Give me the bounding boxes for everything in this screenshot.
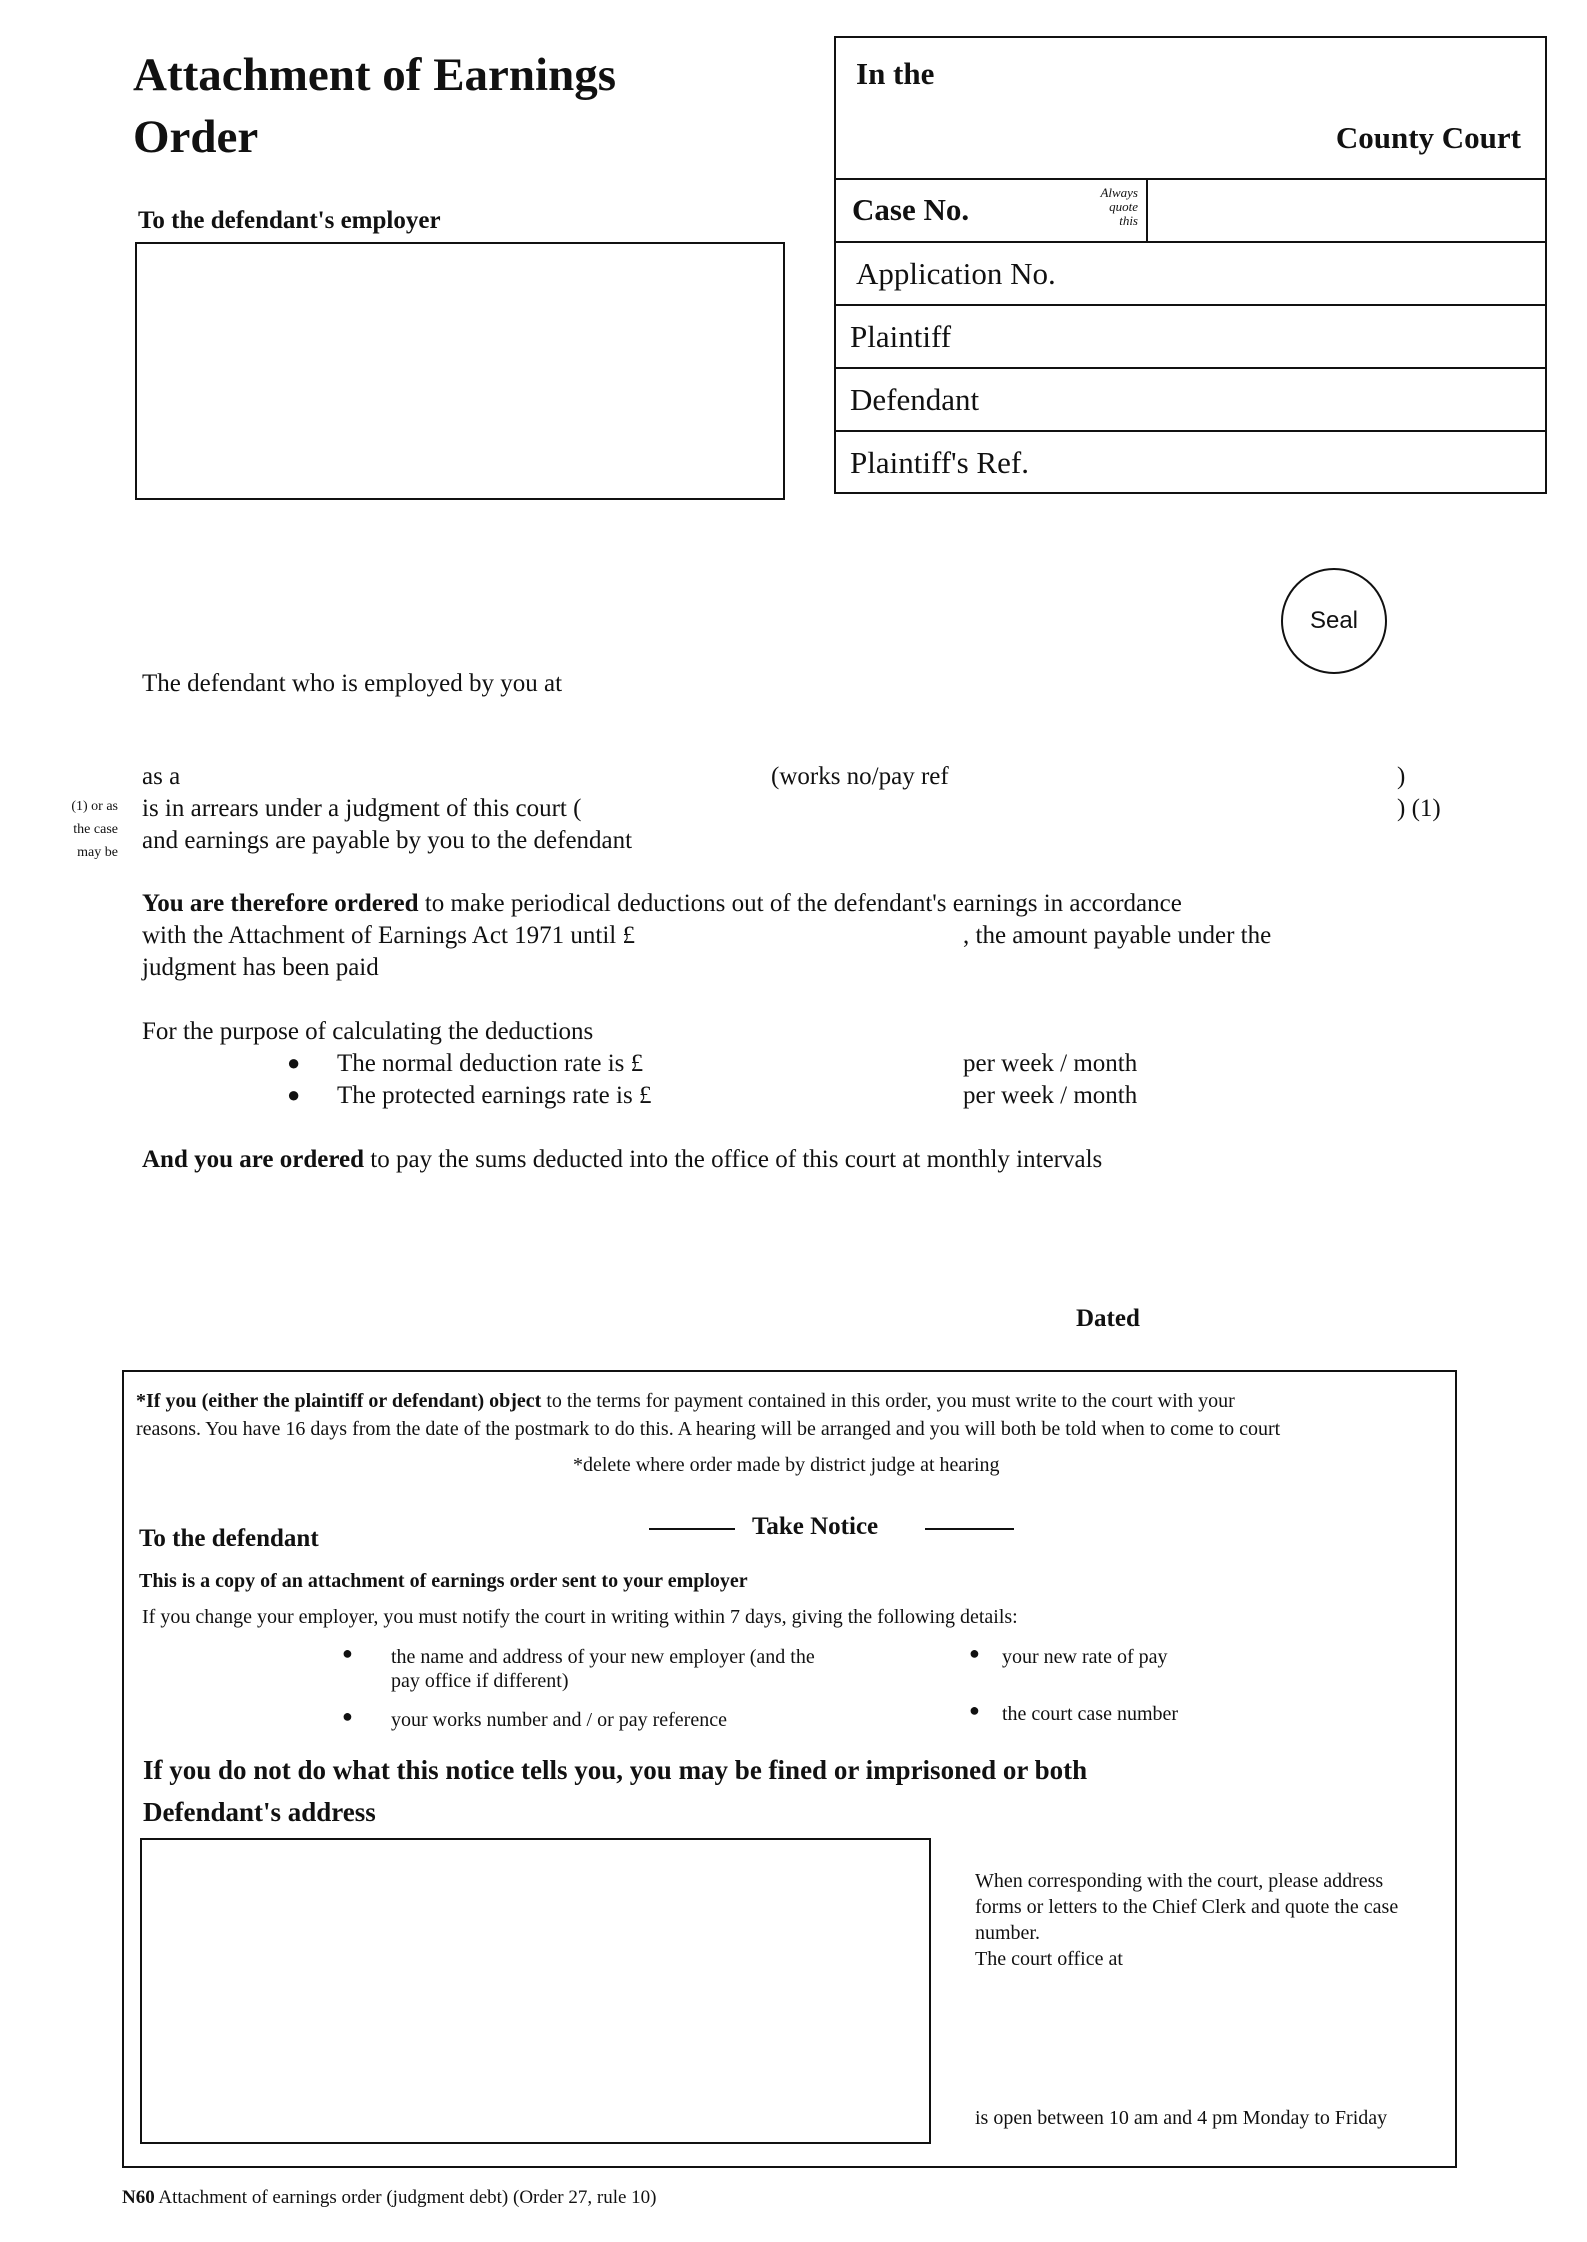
object-line-1 xyxy=(136,1390,1235,1413)
pay-bold: And you are ordered xyxy=(142,1146,364,1173)
plaintiff-row[interactable] xyxy=(836,306,1545,369)
defendant-address-label: Defendant's address xyxy=(143,1797,376,1827)
form-footer xyxy=(122,2187,657,2209)
ordered-line-3: judgment has been paid xyxy=(142,954,379,981)
works-no-text: (works no/pay ref xyxy=(771,763,949,790)
always-quote-note xyxy=(1060,180,1148,241)
close-paren-note: ) (1) xyxy=(1397,795,1441,822)
divider-left xyxy=(649,1528,735,1530)
form-title: Attachment of Earnings Order xyxy=(133,49,617,163)
bullet-rate: your new rate of pay xyxy=(1002,1646,1168,1668)
bullet-dot: ● xyxy=(287,1050,301,1075)
bullet-case: the court case number xyxy=(1002,1703,1179,1725)
always-quote-line: Always xyxy=(1100,185,1138,200)
case-number-row[interactable] xyxy=(836,180,1545,243)
pay-line xyxy=(142,1146,1102,1174)
corresponding-line: When corresponding with the court, please address xyxy=(975,1870,1384,1892)
plaintiffs-ref-row[interactable] xyxy=(836,432,1545,494)
plaintiffs-ref-label: Plaintiff's Ref. xyxy=(850,445,1029,480)
bullet-dot: ● xyxy=(969,1643,980,1663)
always-quote-line: quote xyxy=(1109,199,1138,214)
corresponding-line: forms or letters to the Chief Clerk and quote the case xyxy=(975,1896,1399,1918)
change-line: If you change your employer, you must notify the court in writing within 7 days, giving the following details: xyxy=(142,1606,1018,1628)
employer-address-box[interactable] xyxy=(135,242,785,500)
divider-right xyxy=(925,1528,1014,1530)
plaintiff-label: Plaintiff xyxy=(850,319,952,354)
to-defendant-heading: To the defendant xyxy=(139,1525,319,1552)
normal-rate-text: The normal deduction rate is £ xyxy=(337,1050,644,1077)
bullet-dot: ● xyxy=(342,1643,353,1663)
pay-rest: to pay the sums deducted into the office of this court at monthly intervals xyxy=(364,1146,1103,1173)
delete-note: *delete where order made by district judge at hearing xyxy=(573,1454,1000,1476)
court-office-text: The court office at xyxy=(975,1948,1123,1970)
form-code: N60 xyxy=(122,2187,155,2208)
side-note xyxy=(48,795,118,864)
case-no-label: Case No. xyxy=(852,192,970,227)
protected-rate-period: per week / month xyxy=(963,1082,1138,1109)
always-quote-line: this xyxy=(1119,213,1138,228)
court-seal: Seal xyxy=(1281,568,1387,674)
take-notice-heading: Take Notice xyxy=(752,1513,879,1540)
ordered-rest: to make periodical deductions out of the defendant's earnings in accordance xyxy=(418,890,1182,917)
bullet-name-line-2: pay office if different) xyxy=(391,1670,569,1692)
as-a-text: as a xyxy=(142,763,181,790)
ordered-line-2b: , the amount payable under the xyxy=(963,922,1272,949)
form-description: Attachment of earnings order (judgment debt) (Order 27, rule 10) xyxy=(154,2187,657,2208)
purpose-text: For the purpose of calculating the deductions xyxy=(142,1018,594,1045)
warning-text: If you do not do what this notice tells you, you may be fined or imprisoned or both xyxy=(143,1755,1088,1785)
ordered-bold: You are therefore ordered xyxy=(142,890,419,917)
dated-label: Dated xyxy=(1076,1305,1140,1332)
defendant-row[interactable] xyxy=(836,369,1545,432)
bullet-dot: ● xyxy=(969,1700,980,1720)
bullet-dot: ● xyxy=(287,1082,301,1107)
court-details-table xyxy=(834,36,1547,494)
corresponding-line: number. xyxy=(975,1922,1040,1944)
side-note-line: (1) or as xyxy=(71,799,118,814)
employed-at-text: The defendant who is employed by you at xyxy=(142,670,563,697)
bullet-works: your works number and / or pay reference xyxy=(391,1709,727,1731)
copy-line: This is a copy of an attachment of earnings order sent to your employer xyxy=(139,1570,748,1592)
side-note-line: may be xyxy=(77,845,118,860)
close-paren: ) xyxy=(1397,763,1406,790)
application-no-label: Application No. xyxy=(856,256,1056,291)
protected-rate-text: The protected earnings rate is £ xyxy=(337,1082,652,1109)
ordered-line-1 xyxy=(142,890,1182,918)
bullet-name-line-1: the name and address of your new employer (and the xyxy=(391,1646,815,1668)
object-line-2: reasons. You have 16 days from the date of the postmark to do this. A hearing will be arranged and you will both be told when to come to court xyxy=(136,1418,1281,1440)
earnings-payable-text: and earnings are payable by you to the defendant xyxy=(142,827,633,854)
object-rest: to the terms for payment contained in this order, you must write to the court with your xyxy=(541,1390,1235,1412)
arrears-text: is in arrears under a judgment of this court ( xyxy=(142,795,582,822)
in-the-label: In the xyxy=(856,56,935,91)
application-number-row[interactable] xyxy=(836,243,1545,306)
object-bold: *If you (either the plaintiff or defendant) object xyxy=(136,1390,542,1412)
side-note-line: the case xyxy=(73,822,118,837)
court-name-row[interactable] xyxy=(836,38,1545,180)
ordered-line-2a: with the Attachment of Earnings Act 1971 until £ xyxy=(142,922,635,949)
county-court-label: County Court xyxy=(1335,120,1521,155)
employer-label: To the defendant's employer xyxy=(138,207,441,234)
defendant-address-box[interactable] xyxy=(140,1838,931,2144)
defendant-label: Defendant xyxy=(850,382,980,417)
bullet-dot: ● xyxy=(342,1706,353,1726)
normal-rate-period: per week / month xyxy=(963,1050,1138,1077)
open-hours-text: is open between 10 am and 4 pm Monday to Friday xyxy=(975,2107,1388,2129)
